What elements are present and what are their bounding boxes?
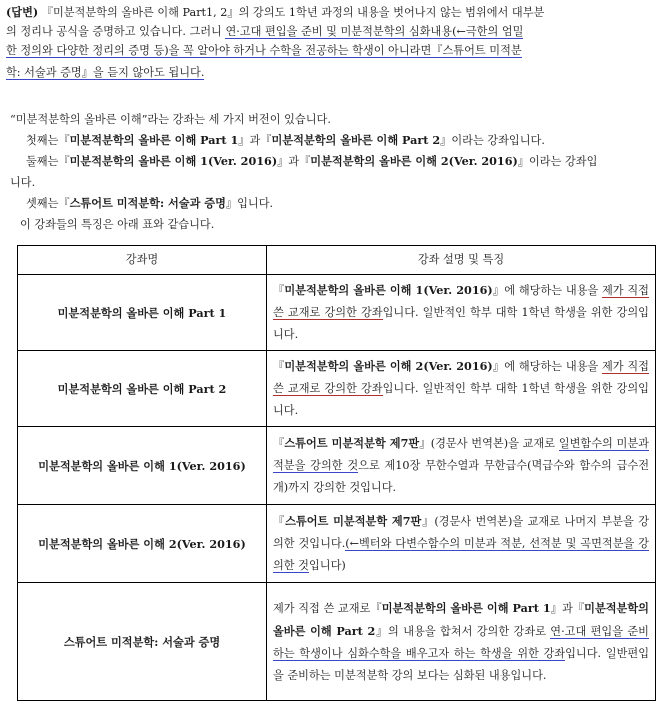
desc-part: 『 bbox=[273, 284, 285, 297]
desc-bold: 미분적분학의 올바른 이해 Part 2 bbox=[273, 600, 649, 638]
desc-part: 』과『 bbox=[550, 601, 585, 615]
answer-label: (답변) bbox=[6, 5, 39, 19]
versions-first-a: 미분적분학의 올바른 이해 Part 1 bbox=[69, 133, 239, 147]
desc-bold: 스튜어트 미분적분학 제7판 bbox=[284, 436, 420, 450]
course-name: 미분적분학의 올바른 이해 2(Ver. 2016) bbox=[18, 505, 267, 583]
versions-intro: “미분적분학의 올바른 이해”라는 강좌는 세 가지 버전이 있습니다. bbox=[10, 113, 331, 126]
versions-second-mid: 』과『 bbox=[277, 155, 311, 168]
table-row bbox=[18, 427, 656, 505]
desc-bold: 스튜어트 미분적분학 제7판 bbox=[285, 514, 422, 528]
course-desc bbox=[267, 427, 656, 505]
course-desc bbox=[267, 505, 656, 583]
desc-part: 『 bbox=[273, 360, 285, 373]
desc-part: 『 bbox=[273, 515, 286, 528]
versions-first-b: 미분적분학의 올바른 이해 Part 2 bbox=[271, 133, 441, 147]
intro-line-3 bbox=[6, 43, 522, 58]
intro-line-2 bbox=[6, 24, 523, 39]
desc-part: 』에 해당하는 내용을 bbox=[492, 284, 602, 297]
desc-part: 』(경문사 번역본)을 교재로 bbox=[419, 437, 559, 450]
course-table bbox=[17, 245, 656, 701]
versions-third bbox=[26, 196, 273, 211]
versions-third-a: 스튜어트 미적분학: 서술과 증명 bbox=[69, 196, 226, 210]
course-desc bbox=[267, 275, 656, 351]
versions-first bbox=[26, 133, 545, 148]
intro-line-1 bbox=[6, 5, 544, 20]
desc-part: 』에 해당하는 내용을 bbox=[492, 360, 602, 373]
course-name: 스튜어트 미적분학: 서술과 증명 bbox=[18, 583, 267, 701]
desc-bold: 미분적분학의 올바른 이해 Part 1 bbox=[381, 600, 551, 615]
desc-bold: 미분적분학의 올바른 이해 1(Ver. 2016) bbox=[284, 283, 493, 297]
table-header-row bbox=[18, 246, 656, 275]
versions-first-pre: 첫째는『 bbox=[26, 134, 70, 147]
versions-first-post: 』이라는 강좌입니다. bbox=[440, 134, 545, 147]
desc-underlined: 일변함수의 미분과 적분을 강의한 것 bbox=[273, 437, 649, 472]
desc-underlined: 제가 직접 쓴 교재로 강의한 강좌 bbox=[273, 360, 649, 395]
desc-part: 입니다) bbox=[308, 559, 346, 572]
desc-part: 입니다. 일반적인 학부 대학 1학년 학생을 위한 강의입니다. bbox=[273, 382, 649, 417]
intro-text-2: 의 정리나 공식을 증명하고 있습니다. 그러니 bbox=[6, 25, 226, 38]
header-course-desc: 강좌 설명 및 특징 bbox=[267, 246, 656, 275]
course-desc bbox=[267, 351, 656, 427]
course-name: 미분적분학의 올바른 이해 Part 1 bbox=[18, 275, 267, 351]
header-course-name: 강좌명 bbox=[18, 246, 267, 275]
versions-third-post: 』입니다. bbox=[225, 197, 274, 210]
desc-part: 으로 제10장 무한수열과 무한급수(멱급수와 함수의 급수전개)까지 강의한 것입니다. bbox=[273, 459, 650, 494]
versions-second-cont: 니다. bbox=[10, 176, 36, 189]
intro-underlined-4: 학: 서술과 증명』을 듣지 않아도 됩니다. bbox=[6, 66, 205, 79]
table-row bbox=[18, 275, 656, 351]
desc-part: 『 bbox=[273, 437, 285, 450]
desc-underlined: 연·고대 편입을 준비하는 학생이나 심화수학을 배우고자 하는 학생을 위한 강좌 bbox=[273, 624, 649, 660]
desc-part: 제가 직접 쓴 교재로『 bbox=[273, 601, 382, 615]
course-name: 미분적분학의 올바른 이해 1(Ver. 2016) bbox=[18, 427, 267, 505]
desc-bold: 미분적분학의 올바른 이해 2(Ver. 2016) bbox=[284, 359, 493, 373]
intro-line-4 bbox=[6, 65, 204, 80]
desc-part: 입니다. 일반적인 학부 대학 1학년 학생을 위한 강의입니다. bbox=[273, 306, 649, 341]
table-row bbox=[18, 583, 656, 701]
intro-text-1: 『미분적분학의 올바른 이해 Part1, 2』의 강의도 1학년 과정의 내용을 벗어나지 않는 범위에서 대부분 bbox=[38, 6, 545, 19]
intro-underlined-2: 연·고대 편입을 준비 및 미분적분학의 심화내용(←극한의 엄밀 bbox=[225, 25, 524, 38]
versions-first-mid: 』과『 bbox=[238, 134, 272, 147]
desc-part: 』의 내용을 합쳐서 강의한 강좌로 bbox=[375, 624, 551, 638]
desc-part: 입니다. 일반편입을 준비하는 미분적분학 강의 보다는 심화된 내용입니다. bbox=[273, 646, 650, 682]
course-desc bbox=[267, 583, 656, 701]
versions-second bbox=[26, 154, 597, 169]
table-row bbox=[18, 505, 656, 583]
intro-underlined-3: 한 정의와 다양한 정리의 증명 등)을 꼭 알아야 하거나 수학을 전공하는 학생이 아니라면『스튜어트 미적분 bbox=[6, 44, 522, 57]
course-name: 미분적분학의 올바른 이해 Part 2 bbox=[18, 351, 267, 427]
table-row bbox=[18, 351, 656, 427]
desc-underlined: (←벡터와 다변수함수의 미분과 적분, 선적분 및 곡면적분을 강의한 것 bbox=[273, 537, 649, 572]
desc-underlined: 제가 직접 쓴 교재로 강의한 강좌 bbox=[273, 284, 649, 319]
versions-second-post: 』이라는 강좌입 bbox=[517, 155, 598, 168]
versions-second-pre: 둘째는『 bbox=[26, 155, 70, 168]
desc-part: 』(경문사 번역본)을 교재로 나머지 부분을 강의한 것입니다. bbox=[273, 515, 650, 550]
versions-second-b: 미분적분학의 올바른 이해 2(Ver. 2016) bbox=[310, 154, 518, 168]
table-intro: 이 강좌들의 특징은 아래 표와 같습니다. bbox=[20, 218, 215, 231]
versions-third-pre: 셋째는『 bbox=[26, 197, 70, 210]
versions-second-a: 미분적분학의 올바른 이해 1(Ver. 2016) bbox=[69, 154, 278, 168]
